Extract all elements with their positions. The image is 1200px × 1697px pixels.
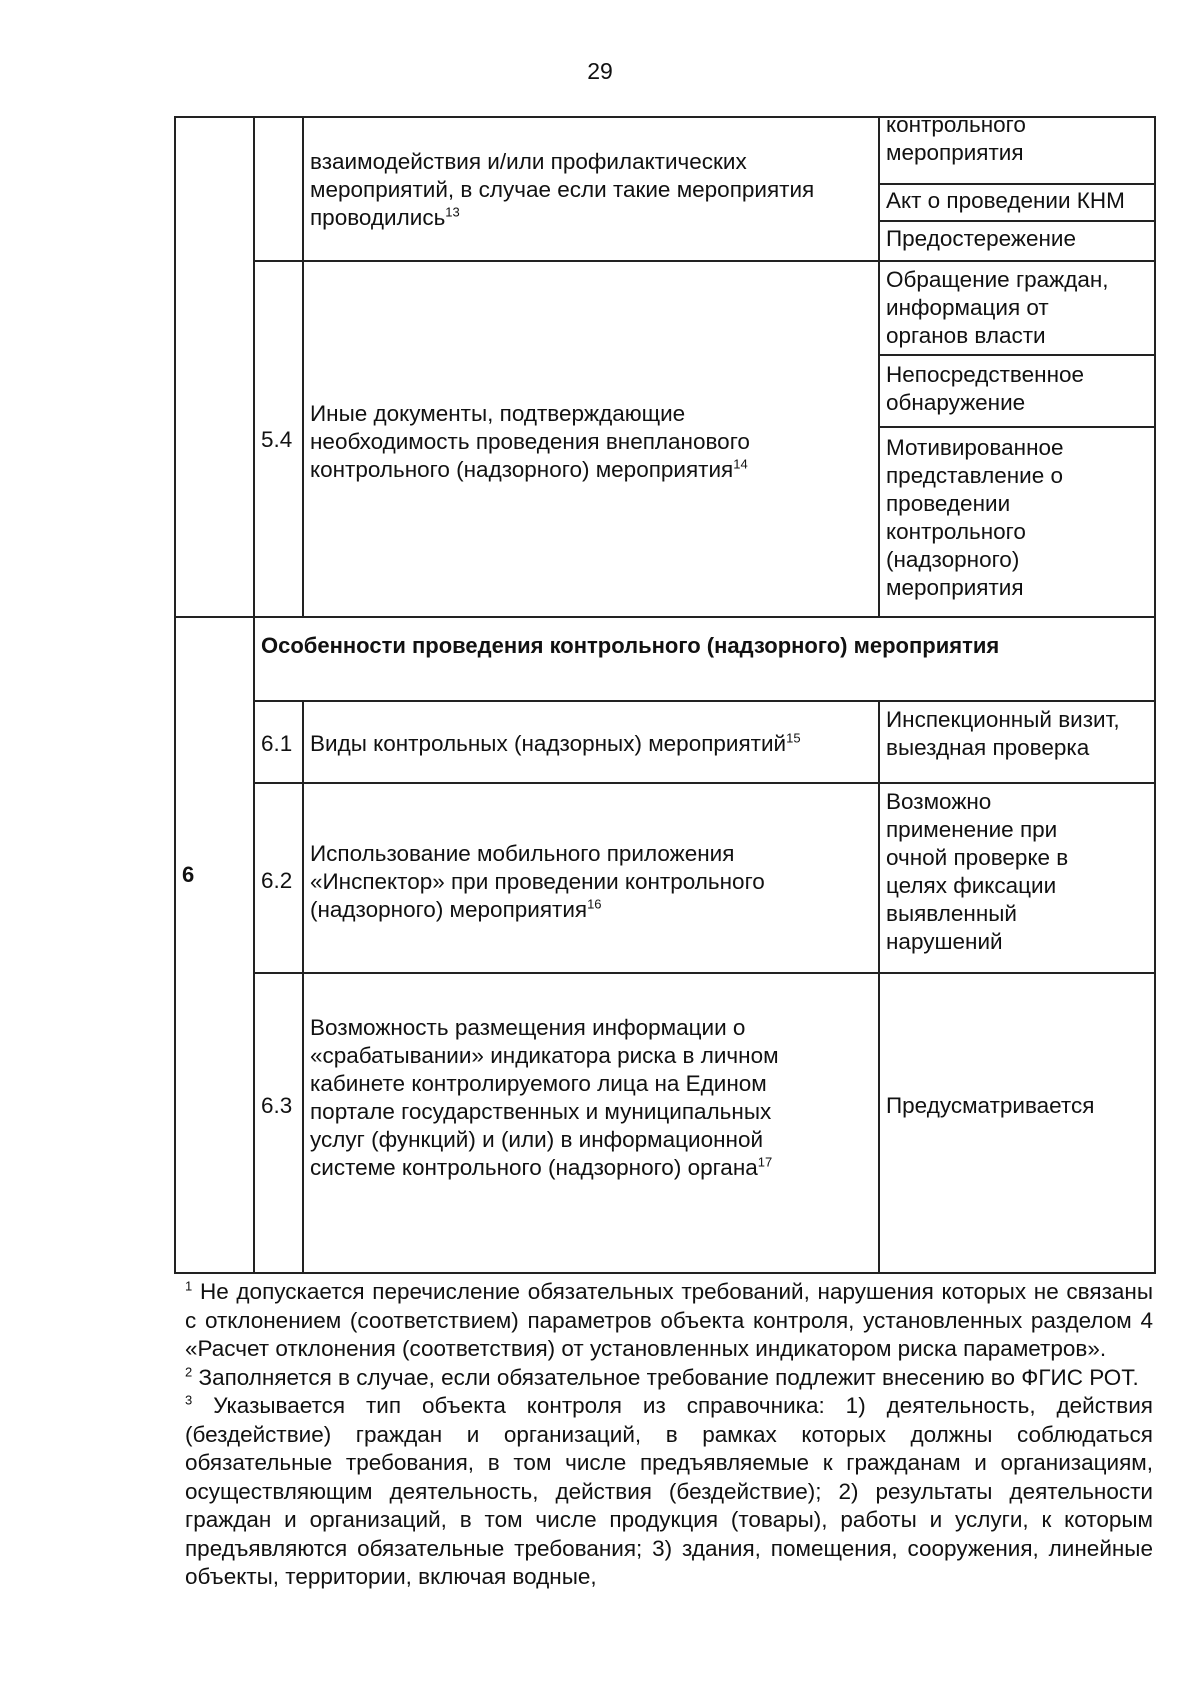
row-divider: [878, 354, 1156, 356]
table-border-right: [1154, 116, 1156, 1274]
row-divider: [253, 700, 1156, 702]
cell-warning: Предостережение: [886, 226, 1077, 251]
footnote: $^3$ Указывается тип объекта контроля из справочника: 1) деятельность, действия (бездействие) граждан и организаций, в рамках которых должны соблюдаться обязательные требования, в том числе предъявляемые к гражданам и организациям, осуществляющим деятельность, действия (бездействие); 2) результаты деятельности граждан и организаций, в том числе продукция (товары), работы и услуги, к которым предъявляются обязательные требования; 3) здания, помещения, сооружения, линейные объекты, территории, включая водные,: [185, 1392, 1153, 1589]
footnote-ref: 14: [733, 456, 748, 472]
row-divider: [174, 616, 1156, 618]
cell-mobile-app-value: Возможно применение при очной проверке в целях фиксации выявленный нарушений: [886, 789, 1069, 954]
section-number: 6: [182, 862, 195, 887]
cell-inspection-types: Виды контрольных (надзорных) мероприятий$^{15}$: [310, 730, 801, 756]
cell-citizen-appeal: Обращение граждан, информация от органов власти: [886, 267, 1109, 348]
row-number: 6.3: [261, 1093, 293, 1118]
cell-other-documents: Иные документы, подтверждающие необходимость проведения внепланового контрольного (надзорного) мероприятия$^{14}$: [310, 401, 750, 482]
cell-motivated-representation: Мотивированное представление о проведении контрольного (надзорного) мероприятия: [886, 435, 1064, 600]
cell-continued-doc: контрольного мероприятия: [886, 112, 1026, 165]
requirements-table: [174, 112, 1156, 1274]
footnotes: [185, 1278, 1153, 1592]
row-number: 5.4: [261, 427, 293, 452]
footnote-mark: 3: [185, 1392, 193, 1408]
footnote: $^1$ Не допускается перечисление обязательных требований, нарушения которых не связаны с отклонением (соответствием) параметров объекта контроля, установленных разделом 4 «Расчет отклонения (соответствия) от установленных индикатором риска параметров».: [185, 1278, 1153, 1361]
footnote-mark: 2: [185, 1364, 193, 1379]
table-border-bottom: [174, 1272, 1156, 1274]
column-divider-right-top: [878, 116, 880, 616]
row-number: 6.1: [261, 731, 293, 756]
column-divider-num-bottom: [302, 700, 304, 1274]
column-divider-num-top: [302, 116, 304, 616]
footnote-ref: 17: [757, 1154, 773, 1170]
row-divider: [878, 426, 1156, 428]
cell-mobile-app: Использование мобильного приложения «Инспектор» при проведении контрольного (надзорного) мероприятия$^{16}$: [310, 841, 765, 922]
section-title: Особенности проведения контрольного (надзорного) мероприятия: [261, 633, 1000, 658]
footnote-ref: 15: [786, 730, 801, 746]
row-divider: [878, 183, 1156, 185]
footnote: $^2$ Заполняется в случае, если обязательное требование подлежит внесению во ФГИС РОТ.: [185, 1364, 1139, 1390]
footnote-ref: 16: [587, 896, 602, 912]
cell-continued-description: взаимодействия и/или профилактических мероприятий, в случае если такие мероприятия проводились$^{13}$: [310, 149, 815, 230]
page-number: 29: [587, 58, 613, 84]
cell-inspection-types-value: Инспекционный визит, выездная проверка: [886, 707, 1120, 760]
cell-act-knm: Акт о проведении КНМ: [886, 188, 1125, 213]
table-border-left: [174, 116, 176, 1274]
row-divider: [253, 972, 1156, 974]
footnote-mark: 1: [185, 1278, 193, 1294]
row-divider: [878, 220, 1156, 222]
row-divider: [253, 260, 1156, 262]
row-divider: [253, 782, 1156, 784]
footnote-ref: 13: [445, 204, 460, 220]
cell-risk-indicator-value: Предусматривается: [886, 1093, 1095, 1118]
row-number: 6.2: [261, 868, 293, 893]
cell-direct-detection: Непосредственное обнаружение: [886, 362, 1085, 415]
cell-risk-indicator: Возможность размещения информации о «срабатывании» индикатора риска в личном кабинете контролируемого лица на Едином портале государственных и муниципальных услуг (функций) и (или) в информационной системе контрольного (надзорного) органа$^{17}$: [310, 1015, 779, 1180]
column-divider-section: [253, 116, 255, 1274]
column-divider-right-bottom: [878, 700, 880, 1274]
